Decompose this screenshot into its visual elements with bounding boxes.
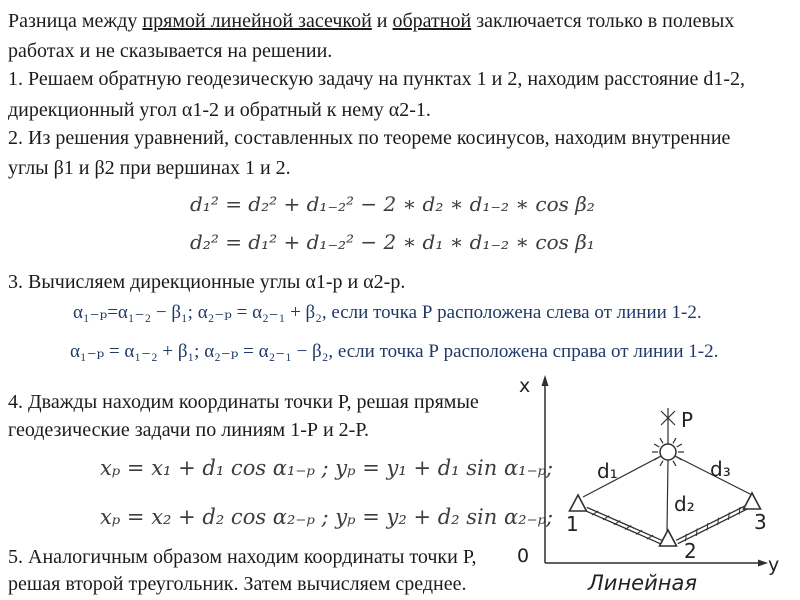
distance-d2-label: d₂ (674, 492, 695, 516)
term-direct-linear-intersection: прямой линейной засечкой (142, 10, 372, 32)
station-3-triangle-icon (744, 493, 761, 509)
step-2-text: 2. Из решения уравнений, составленных по теореме косинусов, находим внутренние углы β1 и β2 при вершинах 1 и 2. (8, 127, 731, 179)
linear-intersection-diagram (510, 372, 790, 600)
intro-mid: и (371, 10, 393, 32)
baseline-1-2 (586, 509, 661, 542)
step-3-text: 3. Вычисляем дирекционные углы α1-р и α2-р. (8, 271, 406, 293)
origin-label: 0 (517, 545, 530, 567)
station-2-label: 2 (684, 539, 697, 563)
x-axis-label: x (519, 375, 531, 397)
forward-task-formula-2: xₚ = x₂ + d₂ cos α₂₋ₚ ; yₚ = y₂ + d₂ sin α₂₋ₚ; (100, 505, 554, 529)
station-1-triangle-icon (570, 495, 587, 511)
step-1-text: 1. Решаем обратную геодезическую задачу на пунктах 1 и 2, находим расстояние d1-2, дирекционный угол α1-2 и обратный к нему α2-1. (8, 68, 746, 121)
direction-angles-left-case: α₁₋ₚ=α₁₋₂ − β₁; α₂₋ₚ = α₂₋₁ + β₂, если точка Р расположена слева от линии 1-2. (73, 302, 702, 323)
term-inverse-intersection: обратной (392, 10, 472, 32)
y-axis-label: y (768, 554, 780, 576)
station-2-triangle-icon (660, 530, 677, 546)
diagram-caption: Линейная (588, 571, 697, 595)
intro-paragraph (8, 6, 794, 66)
station-1-label: 1 (566, 512, 579, 536)
step-4-text: 4. Дважды находим координаты точки Р, решая прямые геодезические задачи по линиям 1-Р и 2-Р. (8, 391, 479, 441)
point-p-label: P (681, 408, 694, 432)
distance-d3-label: d₃ (710, 457, 731, 481)
cosine-theorem-formula-1: d₁² = d₂² + d₁₋₂² − 2 ∗ d₂ ∗ d₁₋₂ ∗ cos β₂ (190, 192, 595, 216)
forward-task-formula-1: xₚ = x₁ + d₁ cos α₁₋ₚ ; yₚ = y₁ + d₁ sin α₁₋ₚ; (100, 456, 554, 480)
cosine-theorem-formula-2: d₂² = d₁² + d₁₋₂² − 2 ∗ d₁ ∗ d₁₋₂ ∗ cos β₁ (190, 230, 595, 254)
intro-pre: Разница между (8, 10, 143, 32)
station-3-label: 3 (754, 510, 767, 534)
distance-d1-line (583, 456, 661, 497)
x-axis-arrow-icon (542, 375, 549, 386)
intro-post: заключается только в полевых работах и не сказывается на решении. (8, 10, 735, 62)
y-axis-arrow-icon (758, 560, 768, 567)
direction-angles-right-case: α₁₋ₚ = α₁₋₂ + β₁; α₂₋ₚ = α₂₋₁ − β₂, если точка Р расположена справа от линии 1-2. (70, 341, 719, 362)
distance-d1-label: d₁ (597, 459, 618, 483)
step-5-text: 5. Аналогичным образом находим координаты точки Р, решая второй треугольник. Затем вычисляем среднее. (8, 546, 477, 595)
distance-d2-line (667, 460, 668, 531)
